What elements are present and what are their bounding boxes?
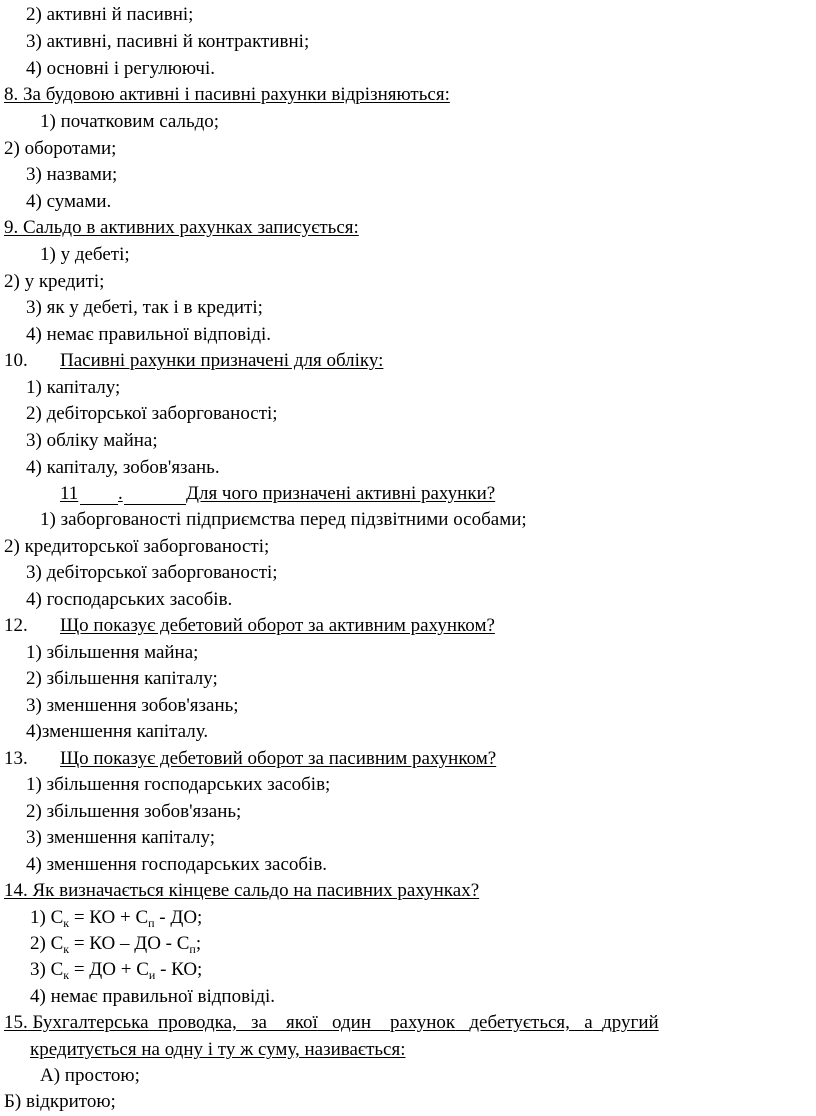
q10-option-3: 3) обліку майна;: [26, 430, 158, 451]
q11-number: 11: [60, 483, 79, 504]
q11-option-1: 1) заборгованості підприємства перед підзвітними особами;: [40, 509, 527, 530]
q9-option-1: 1) у дебеті;: [40, 244, 130, 265]
q13-option-2: 2) збільшення зобов'язань;: [26, 801, 242, 822]
q14-option-1: 1) $С_к$ = КО + $С_п$ - ДО;: [30, 907, 203, 930]
q7-option-3: 3) активні, пасивні й контрактивні;: [26, 31, 310, 52]
q14-option-3: 3) $С_к$ = ДО + $С_и$ - КО;: [30, 959, 203, 982]
q13-number: 13.: [4, 748, 28, 769]
q8-option-2: 2) оборотами;: [4, 138, 117, 159]
q13-option-4: 4) зменшення господарських засобів.: [26, 854, 328, 875]
q14-option-4: 4) немає правильної відповіді.: [30, 986, 276, 1007]
q12-option-3: 3) зменшення зобов'язань;: [26, 695, 239, 716]
q15-question-line-2: кредитується на одну і ту ж суму, називається:: [30, 1039, 406, 1060]
q14-question: 14. Як визначається кінцеве сальдо на пасивних рахунках?: [4, 880, 480, 901]
q15-option-b: Б) відкритою;: [4, 1091, 116, 1112]
q9-option-2: 2) у кредиті;: [4, 271, 105, 292]
q11-question: Для чого призначені активні рахунки?: [186, 483, 496, 504]
q13-option-3: 3) зменшення капіталу;: [26, 827, 216, 848]
q8-question: 8. За будовою активні і пасивні рахунки відрізняються:: [4, 84, 450, 105]
q12-number: 12.: [4, 615, 28, 636]
q13-question: Що показує дебетовий оборот за пасивним рахунком?: [60, 748, 497, 769]
q11-option-3: 3) дебіторської заборгованості;: [26, 562, 278, 583]
q13-option-1: 1) збільшення господарських засобів;: [26, 774, 331, 795]
q12-option-2: 2) збільшення капіталу;: [26, 668, 218, 689]
q12-option-4: 4)зменшення капіталу.: [26, 721, 209, 742]
q11-option-4: 4) господарських засобів.: [26, 589, 233, 610]
q10-option-2: 2) дебіторської заборгованості;: [26, 403, 278, 424]
q11-dot: .: [118, 483, 123, 504]
q7-option-4: 4) основні і регулюючі.: [26, 58, 215, 79]
q8-option-1: 1) початковим сальдо;: [40, 111, 220, 132]
q15-question-line-1: 15. Бухгалтерська проводка, за якої один рахунок дебетується, а другий: [4, 1012, 659, 1033]
q9-option-4: 4) немає правильної відповіді.: [26, 324, 272, 345]
q11-underline-gap-1: [80, 482, 118, 505]
q8-option-3: 3) назвами;: [26, 164, 118, 185]
q11-underline-gap-2: [124, 482, 186, 505]
q8-option-4: 4) сумами.: [26, 191, 112, 212]
q10-question: Пасивні рахунки призначені для обліку:: [60, 350, 384, 371]
q7-option-2: 2) активні й пасивні;: [26, 4, 194, 25]
q14-option-2: 2) $С_к$ = КО – ДО - $С_п$;: [30, 933, 202, 956]
q12-question: Що показує дебетовий оборот за активним рахунком?: [60, 615, 495, 636]
q12-option-1: 1) збільшення майна;: [26, 642, 199, 663]
q9-option-3: 3) як у дебеті, так і в кредиті;: [26, 297, 263, 318]
q10-number: 10.: [4, 350, 28, 371]
q10-option-1: 1) капіталу;: [26, 377, 121, 398]
q10-option-4: 4) капіталу, зобов'язань.: [26, 457, 220, 478]
q9-question: 9. Сальдо в активних рахунках записується:: [4, 217, 359, 238]
q11-option-2: 2) кредиторської заборгованості;: [4, 536, 270, 557]
q15-option-a: А) простою;: [40, 1065, 140, 1086]
